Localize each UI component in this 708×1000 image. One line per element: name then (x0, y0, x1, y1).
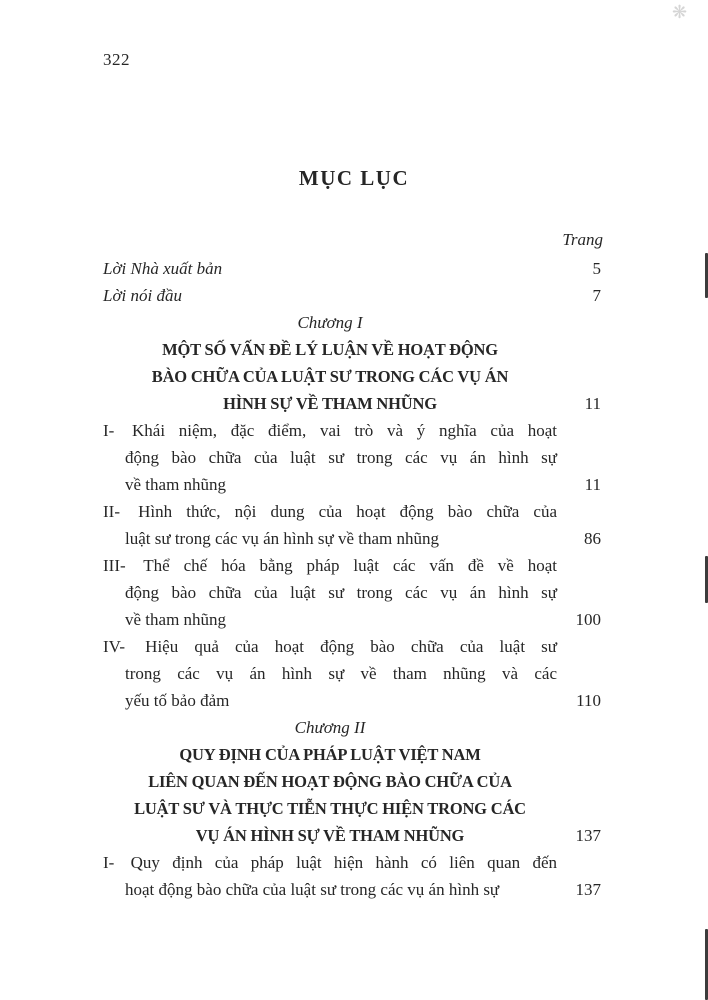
toc-entry (103, 498, 601, 552)
toc-entry (103, 255, 601, 282)
toc-entry-line: MỘT SỐ VẤN ĐỀ LÝ LUẬN VỀ HOẠT ĐỘNG (162, 340, 498, 359)
toc-entry-number: I- (103, 421, 115, 440)
toc-entry-line: QUY ĐỊNH CỦA PHÁP LUẬT VIỆT NAM (179, 745, 481, 764)
toc-entry-page: 5 (592, 259, 601, 278)
toc-entry-line: hoạt động bào chữa của luật sư trong các vụ án hình sự (125, 880, 500, 899)
toc-entry (103, 741, 601, 849)
toc-entry-line: IV- Hiệu quả của hoạt động bào chữa của luật sư (103, 637, 557, 656)
toc-entry-page: 11 (584, 394, 601, 413)
toc-entry (103, 849, 601, 903)
toc-entry-line: VỤ ÁN HÌNH SỰ VỀ THAM NHŨNG (195, 826, 465, 845)
toc-entry-page: 137 (575, 880, 601, 899)
toc-entry-line: HÌNH SỰ VỀ THAM NHŨNG (223, 394, 437, 413)
toc-entry-page: 137 (575, 826, 601, 845)
toc-entry-line: II- Hình thức, nội dung của hoạt động bào chữa của (103, 502, 557, 521)
page-number-folio: 322 (103, 50, 130, 69)
toc-entry-title: Lời Nhà xuất bản (103, 259, 223, 278)
toc-entry-line: động bào chữa của luật sư trong các vụ án hình sự (125, 448, 557, 467)
toc-entry-line: động bào chữa của luật sư trong các vụ án hình sự (125, 583, 557, 602)
flower-ornament-icon: ❋ (672, 2, 688, 22)
toc-entry-line: yếu tố bảo đảm (125, 691, 230, 710)
toc-entry-title (103, 849, 557, 903)
chapter-label: Chương I (297, 313, 363, 332)
toc-entry-title (103, 336, 557, 417)
toc-entry-line: luật sư trong các vụ án hình sự về tham nhũng (125, 529, 439, 548)
toc-entry-line: I- Khái niệm, đặc điểm, vai trò và ý nghĩa của hoạt (103, 421, 557, 440)
toc-entry (103, 552, 601, 633)
toc-entry-line: về tham nhũng (125, 610, 227, 629)
toc-entry-title (103, 633, 557, 714)
page-column-header: Trang (562, 230, 603, 249)
toc-entry (103, 282, 601, 309)
toc-entry-page: 11 (584, 475, 601, 494)
toc-entry-title (103, 552, 557, 633)
toc-entry-line: LIÊN QUAN ĐẾN HOẠT ĐỘNG BÀO CHỮA CỦA (148, 772, 512, 791)
toc-entry (103, 633, 601, 714)
toc-entry-page: 7 (592, 286, 601, 305)
toc-entry-number: IV- (103, 637, 126, 656)
toc-entry-line: BÀO CHỮA CỦA LUẬT SƯ TRONG CÁC VỤ ÁN (151, 367, 509, 386)
toc-entry-page: 110 (576, 691, 601, 710)
toc-entry-line: III- Thể chế hóa bằng pháp luật các vấn đề về hoạt (103, 556, 557, 575)
toc-entry-number: III- (103, 556, 126, 575)
toc-entry-number: II- (103, 502, 120, 521)
toc-entry-title: Lời nói đầu (103, 286, 182, 305)
toc-entry (103, 417, 601, 498)
toc-entry-title (103, 741, 557, 849)
toc-entry-page: 100 (575, 610, 601, 629)
toc-list (103, 255, 601, 903)
toc-entry-line: I- Quy định của pháp luật hiện hành có liên quan đến (103, 853, 557, 872)
toc-entry-number: I- (103, 853, 115, 872)
toc-entry-line: trong các vụ án hình sự về tham nhũng và các (125, 664, 557, 683)
toc-entry-title (103, 417, 557, 498)
toc-entry-page: 86 (584, 529, 601, 548)
toc-entry-title (103, 498, 557, 552)
chapter-label: Chương II (294, 718, 366, 737)
toc-entry-line: LUẬT SƯ VÀ THỰC TIỄN THỰC HIỆN TRONG CÁC (134, 799, 526, 818)
toc-entry-line: về tham nhũng (125, 475, 227, 494)
page-title: MỤC LỤC (298, 166, 410, 190)
toc-entry (103, 336, 601, 417)
